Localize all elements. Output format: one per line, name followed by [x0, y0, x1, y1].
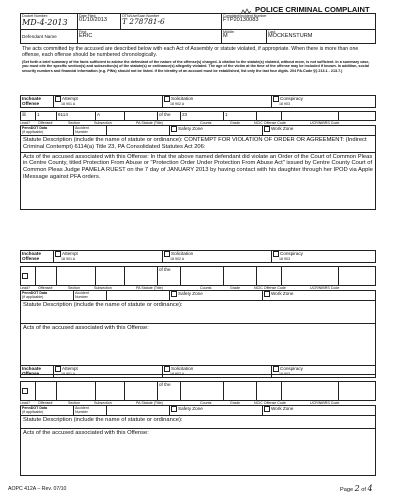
middle-name-label: Middle:	[223, 30, 235, 34]
ncic-col-label: NCIC Offense Code	[254, 121, 286, 125]
inchoate-label: Inchoate	[22, 251, 41, 256]
conspiracy-label: Conspiracy	[280, 96, 303, 102]
acts-label: Acts of the accused associated with this Offense:	[23, 325, 149, 331]
accident-label: Accident	[75, 126, 89, 130]
acts-label: Acts of the accused associated with this Offense:	[23, 430, 149, 436]
work-zone-label: Work Zone	[271, 291, 294, 297]
last-name-value: MOCKENSTURM	[268, 33, 313, 39]
lead-col-label: Lead?	[20, 401, 30, 405]
ucr-col-label: UCR/NIBRS Code	[310, 401, 340, 405]
page-label: Page	[340, 487, 354, 493]
accident-label: Accident	[75, 291, 89, 295]
offense-col-label: Offense#	[38, 401, 53, 405]
of-the-label-1: of the	[159, 112, 171, 117]
offense-col-label: Offense#	[38, 286, 53, 290]
page-indicator	[340, 484, 373, 493]
conspiracy-code: 18 903	[279, 102, 290, 106]
of-the-label: of the	[159, 267, 171, 272]
statute-description-label: Statute Description (include the name of statute or ordinance):	[23, 302, 183, 308]
safety-zone-label: Safety Zone	[178, 126, 203, 132]
grade-col-label: Grade	[230, 401, 240, 405]
penndot-label: PennDOT Data	[22, 126, 48, 130]
safety-zone-checkbox[interactable]	[171, 291, 177, 297]
complaint-value: FTP20130083	[223, 17, 259, 23]
first-name-label: First:	[79, 30, 87, 34]
first-name-value: ERIC	[79, 33, 93, 39]
lead-value: 1	[37, 112, 40, 117]
offense-number-value: 6114	[58, 112, 68, 117]
offense-column-labels-1	[20, 121, 376, 125]
complaint-label: Complaint/Incident Number	[223, 14, 267, 18]
statute-col-label: PA Statute (Title)	[136, 401, 163, 405]
subsection-col-label: Subsection	[94, 121, 112, 125]
work-zone-checkbox[interactable]	[264, 291, 270, 297]
of-the-label: of the	[159, 382, 171, 387]
work-zone-label: Work Zone	[271, 406, 294, 412]
offense-column-labels	[20, 286, 376, 290]
otn-label: OTN/LiveScan Number	[122, 14, 160, 18]
ucr-col-label: UCR/NIBRS Code	[310, 121, 340, 125]
statute-col-label: PA Statute (Title)	[136, 286, 163, 290]
offense-label: Offense	[22, 101, 40, 107]
grade-col-label: Grade	[230, 121, 240, 125]
offense-label: Offense	[22, 256, 40, 262]
conspiracy-label: Conspiracy	[280, 366, 303, 372]
solicitation-code: 18 902 A	[170, 372, 185, 376]
section-col-label: Section	[68, 121, 80, 125]
solicitation-code: 18 902 A	[170, 257, 185, 261]
lead-col-label: Lead?	[20, 121, 30, 125]
penndot-label: PennDOT Data	[22, 291, 48, 295]
ncic-col-label: NCIC Offense Code	[254, 286, 286, 290]
intro-paragraph: The acts committed by the accused are described below with each Act of Assembly or statute violated, if appropriate. When there is more than one offense, each offense should be numbered chronologically.	[22, 46, 359, 59]
statute-description-value: CONTEMPT FOR VIOLATION OF ORDER OR AGREEMENT: (Indirect Criminal Contempt) 6114(a) Title 23, PA Consolidated Statutes Act 206:	[23, 137, 367, 150]
penndot-applicable: (if applicable)	[22, 130, 44, 134]
seal-icon	[240, 3, 252, 11]
ncic-col-label: NCIC Offense Code	[254, 401, 286, 405]
date-filed-value: 01/10/2013	[79, 17, 107, 23]
offense-block-2	[20, 250, 376, 375]
defendant-name-label: Defendant Name	[22, 33, 57, 39]
attempt-code: 18 901 A	[61, 372, 76, 376]
offense-block-1	[20, 95, 376, 210]
safety-zone-checkbox[interactable]	[171, 406, 177, 412]
statute-description-label: Statute Description (include the name of statute or ordinance):	[23, 137, 183, 143]
last-name-label: Last:	[268, 30, 276, 34]
penndot-label: PennDOT Data	[22, 406, 48, 410]
safety-zone-label: Safety Zone	[178, 291, 203, 297]
lead-col-label: Lead?	[20, 286, 30, 290]
statute-description-label: Statute Description (include the name of statute or ordinance):	[23, 417, 183, 423]
intro-instructions: (Set forth a brief summary of the facts sufficient to advise the defendant of the nature of the offense(s) charged. A citation to the statute(s) violated, without more, is not sufficient. In a summary case, you must cite the specific section(s) and subsection(s) of the statute(s) or ordinance(s) allegedly violated. The age of the victim at the time of the offense may be included if known. In addition, social security numbers and financial information (e.g. PINs) should not be listed. If the identity of an account must be established, list only the last four digits. 204 PA.Code §§ 213.1 - 213.7.)	[22, 60, 370, 73]
statute-col-label: PA Statute (Title)	[136, 121, 163, 125]
page-of-label: of	[361, 487, 366, 493]
subsection-col-label: Subsection	[94, 286, 112, 290]
number-label: Number	[75, 130, 88, 134]
page-title: POLICE CRIMINAL COMPLAINT	[255, 5, 370, 14]
attempt-label: Attempt	[62, 251, 78, 257]
header-table	[20, 13, 376, 44]
counts-value: 1	[225, 112, 228, 117]
lead-checkbox[interactable]	[22, 273, 28, 279]
docket-label: Docket Number:	[22, 14, 48, 18]
work-zone-checkbox[interactable]	[264, 406, 270, 412]
offense-label: Offense	[22, 371, 40, 377]
safety-zone-label: Safety Zone	[178, 406, 203, 412]
acts-value: In that the above named defendant did violate an Order of the Court of Common Pleas in Centre County, titled Protection From Abuse or "Protection Order Under Protection From Abuse Act" issued by Centre County Court of Common Pleas Judge PAMELA RUEST on the 7 day of JANUARY 2013 by having contact with his daughter through her IPOD via Apple IMessage against PFA orders.	[23, 153, 373, 180]
statute-title-value: 23	[182, 112, 188, 117]
offense-col-label: Offense#	[38, 121, 53, 125]
work-zone-label: Work Zone	[271, 126, 294, 132]
form-identifier: AOPC 412A – Rev. 07/10	[8, 486, 67, 492]
solicitation-label: Solicitation	[171, 96, 194, 102]
acts-label: Acts of the accused associated with this Offense:	[23, 153, 149, 160]
inchoate-label: Inchoate	[22, 96, 41, 101]
solicitation-label: Solicitation	[171, 366, 194, 372]
number-label: Number	[75, 410, 88, 414]
otn-value: T 278781-6	[122, 17, 165, 26]
middle-name-value: M	[223, 33, 228, 39]
attempt-code: 18 901 A	[61, 102, 76, 106]
counts-col-label: Counts	[200, 401, 212, 405]
conspiracy-label: Conspiracy	[280, 251, 303, 257]
section-col-label: Section	[68, 286, 80, 290]
page-number: 2	[354, 484, 360, 493]
offense-block-3	[20, 365, 376, 476]
docket-value: MD-4-2013	[22, 18, 68, 27]
attempt-label: Attempt	[62, 366, 78, 372]
solicitation-label: Solicitation	[171, 251, 194, 257]
attempt-label: Attempt	[62, 96, 78, 102]
page-total: 4	[367, 484, 373, 493]
penndot-applicable: (if applicable)	[22, 295, 44, 299]
section-col-label: Section	[68, 401, 80, 405]
subsection-col-label: Subsection	[94, 401, 112, 405]
conspiracy-code: 18 903	[279, 257, 290, 261]
offense-column-labels	[20, 401, 376, 405]
counts-col-label: Counts	[200, 121, 212, 125]
penndot-applicable: (if applicable)	[22, 410, 44, 414]
inchoate-label: Inchoate	[22, 366, 41, 371]
counts-col-label: Counts	[200, 286, 212, 290]
conspiracy-code: 18 903	[279, 372, 290, 376]
grade-col-label: Grade	[230, 286, 240, 290]
ucr-col-label: UCR/NIBRS Code	[310, 286, 340, 290]
lead-checkbox[interactable]	[22, 388, 28, 394]
number-label: Number	[75, 295, 88, 299]
date-filed-label: Date Filed:	[79, 14, 97, 18]
lead-checkbox[interactable]: ☒	[22, 112, 27, 117]
section-value: A	[97, 112, 101, 117]
work-zone-checkbox[interactable]	[264, 126, 270, 132]
solicitation-code: 18 902 A	[170, 102, 185, 106]
accident-label: Accident	[75, 406, 89, 410]
attempt-code: 18 901 A	[61, 257, 76, 261]
safety-zone-checkbox[interactable]	[171, 126, 177, 132]
